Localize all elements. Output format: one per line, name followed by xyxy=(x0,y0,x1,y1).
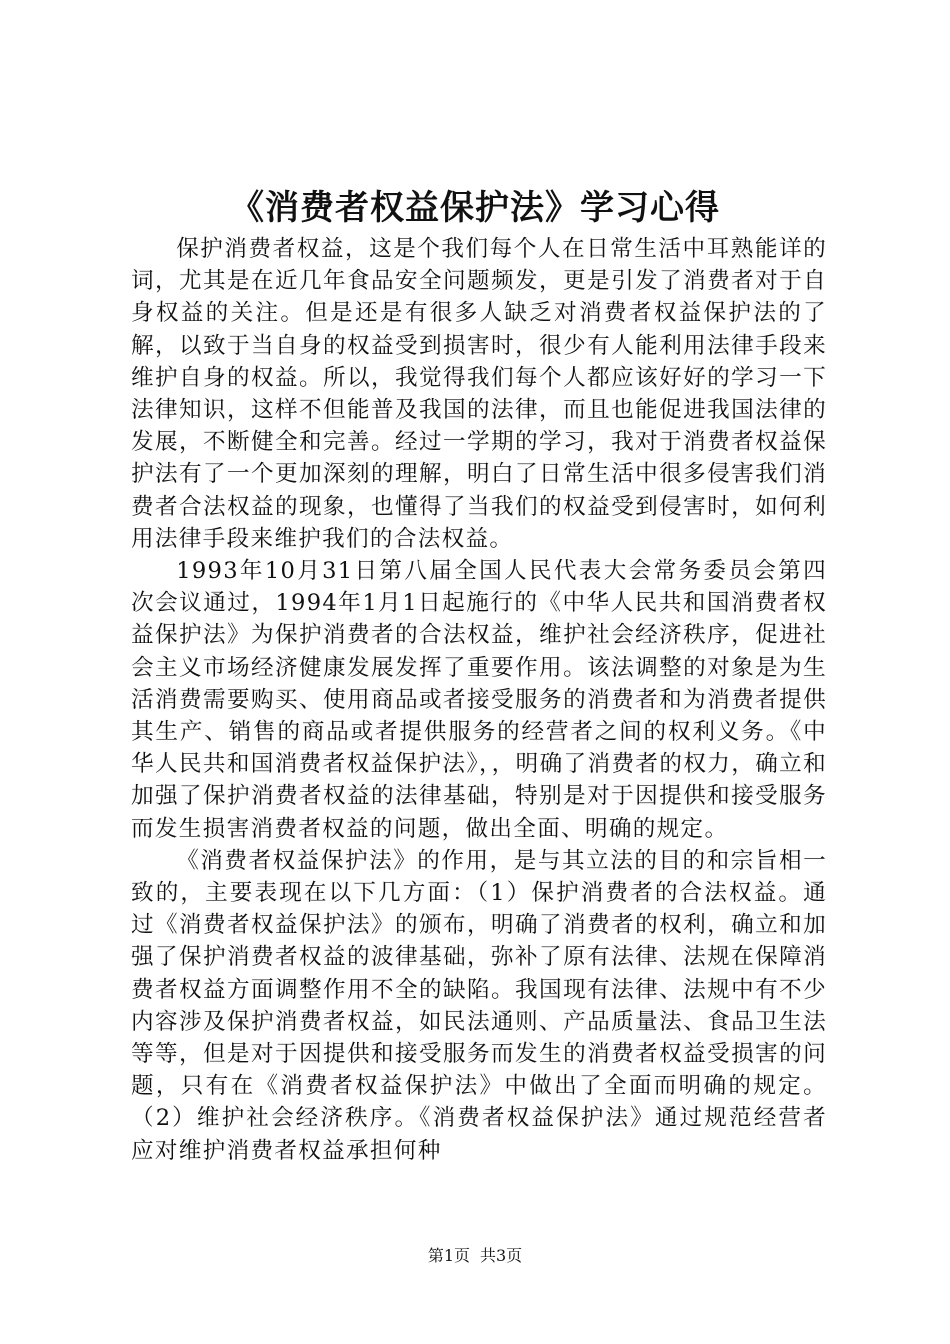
document-title: 《消费者权益保护法》学习心得 xyxy=(230,188,720,228)
document-body xyxy=(131,233,827,1167)
page-footer xyxy=(0,1244,950,1268)
paragraph-3: 《消费者权益保护法》的作用，是与其立法的目的和宗旨相一致的，主要表现在以下几方面：（1）保护消费者的合法权益。通过《消费者权益保护法》的颁布，明确了消费者的权利，确立和加强了保护消费者权益的波律基础，弥补了原有法律、法规在保障消费者权益方面调整作用不全的缺陷。我国现有法律、法规中有不少内容涉及保护消费者权益，如民法通则、产品质量法、食品卫生法等等，但是对于因提供和接受服务而发生的消费者权益受损害的问题，只有在《消费者权益保护法》中做出了全面而明确的规定。（2）维护社会经济秩序。《消费者权益保护法》通过规范经营者应对维护消费者权益承担何种 xyxy=(131,847,827,1164)
page-number: 第1页 xyxy=(427,1246,470,1265)
page-total: 共3页 xyxy=(480,1246,523,1265)
paragraph-2: 1993年10月31日第八届全国人民代表大会常务委员会第四次会议通过，1994年1月1日起施行的《中华人民共和国消费者权益保护法》为保护消费者的合法权益，维护社会经济秩序，促进社会主义市场经济健康发展发挥了重要作用。该法调整的对象是为生活消费需要购买、使用商品或者接受服务的消费者和为消费者提供其生产、销售的商品或者提供服务的经营者之间的权利义务。《中华人民共和国消费者权益保护法》，，明确了消费者的权力，确立和加强了保护消费者权益的法律基础，特别是对于因提供和接受服务而发生损害消费者权益的问题，做出全面、明确的规定。 xyxy=(131,558,827,842)
paragraph-1: 保护消费者权益，这是个我们每个人在日常生活中耳熟能详的词，尤其是在近几年食品安全问题频发，更是引发了消费者对于自身权益的关注。但是还是有很多人缺乏对消费者权益保护法的了解，以致于当自身的权益受到损害时，很少有人能利用法律手段来维护自身的权益。所以，我觉得我们每个人都应该好好的学习一下法律知识，这样不但能普及我国的法律，而且也能促进我国法律的发展，不断健全和完善。经过一学期的学习，我对于消费者权益保护法有了一个更加深刻的理解，明白了日常生活中很多侵害我们消费者合法权益的现象，也懂得了当我们的权益受到侵害时，如何利用法律手段来维护我们的合法权益。 xyxy=(131,236,827,552)
